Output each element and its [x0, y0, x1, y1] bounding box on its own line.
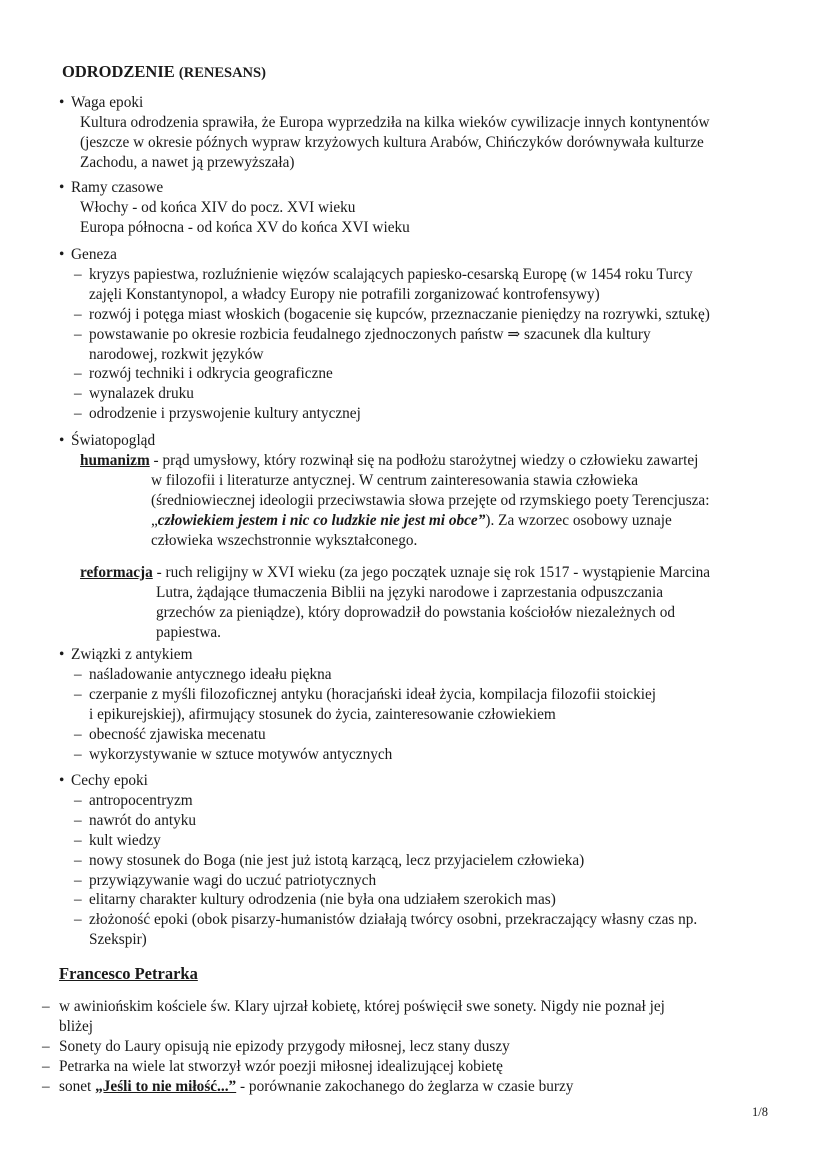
list-item: [42, 1077, 788, 1097]
list-item: [58, 745, 788, 765]
text-line: bliżej: [59, 1017, 93, 1035]
text-line: – nawrót do antyku: [89, 811, 197, 829]
section-heading: • Waga epoki: [58, 93, 788, 113]
terencjusz-quote: człowiekiem jestem i nic co ludzkie nie jest mi obce”: [157, 511, 486, 529]
text-line: Szekspir): [89, 931, 147, 949]
list-item: [58, 265, 788, 305]
text-line: [80, 511, 788, 531]
list-item: [58, 811, 788, 831]
text-line: – kryzys papiestwa, rozluźnienie więzów scalających papiesko-cesarską Europę (w 1454 roku Turcy: [89, 265, 693, 283]
list-item: [58, 325, 788, 365]
text-line: i epikurejskiej), afirmujący stosunek do życia, zainteresowanie człowiekiem: [89, 705, 556, 723]
list-item: [42, 997, 788, 1037]
text-line: [80, 451, 788, 471]
section-heading: • Cechy epoki: [58, 771, 788, 791]
text-line: w filozofii i literaturze antycznej. W centrum zainteresowania stawia człowieka: [151, 471, 639, 489]
list-item: [42, 1037, 788, 1057]
page-title: [62, 62, 266, 83]
text-line: człowieka wszechstronnie wykształconego.: [151, 531, 418, 549]
list-item: [58, 910, 788, 950]
zwiazki-list: [58, 665, 788, 765]
section-zwiazki-z-antykiem: [58, 645, 788, 764]
list-item: [58, 851, 788, 871]
text-fragment: - prąd umysłowy, który rozwinął się na podłożu starożytnej wiedzy o człowieku zawartej: [149, 451, 699, 469]
sonnet-title: „Jeśli to nie miłość...”: [95, 1077, 237, 1095]
section-heading: • Geneza: [58, 245, 788, 265]
text-line: Włochy - od końca XIV do pocz. XVI wieku: [80, 198, 356, 216]
text-line: narodowej, rozkwit języków: [89, 345, 264, 363]
text-line: (jeszcze w okresie późnych wypraw krzyżowych kultura Arabów, Chińczyków dorównywała kulturze: [80, 133, 704, 151]
text-fragment: ). Za wzorzec osobowy uznaje: [485, 511, 672, 529]
text-line: – przywiązywanie wagi do uczuć patriotycznych: [89, 871, 377, 889]
text-line: – naśladowanie antycznego ideału piękna: [89, 665, 332, 683]
text-line: – wykorzystywanie w sztuce motywów antycznych: [89, 745, 393, 763]
text-line: – wynalazek druku: [89, 385, 194, 403]
text-line: papiestwa.: [156, 624, 221, 642]
section-body: [58, 113, 788, 173]
text-line: – rozwój techniki i odkrycia geograficzne: [89, 365, 333, 383]
text-line: – nowy stosunek do Boga (nie jest już istotą karzącą, lecz przyjacielem człowieka): [89, 851, 585, 869]
reformacja-definition: [58, 563, 788, 643]
text-line: – rozwój i potęga miast włoskich (bogacenie się kupców, przeznaczanie pieniędzy na rozrywki, sztukę): [89, 305, 710, 323]
list-item: [58, 384, 788, 404]
text-line: Lutra, żądające tłumaczenia Biblii na języki narodowe i zaprzestania odpuszczania: [156, 584, 664, 602]
text-line: [80, 563, 788, 583]
list-item: [58, 364, 788, 384]
section-body: [58, 198, 788, 238]
text-line: Zachodu, a nawet ją przewyższała): [80, 153, 295, 171]
text-line: – antropocentryzm: [89, 791, 193, 809]
section-swiatopoglad: [58, 431, 788, 643]
list-item: [58, 791, 788, 811]
list-item: [58, 831, 788, 851]
section-waga-epoki: [58, 93, 788, 173]
list-item: [42, 1057, 788, 1077]
list-item: [58, 665, 788, 685]
cechy-list: [58, 791, 788, 950]
petrarka-list: [42, 997, 788, 1097]
list-item: [58, 685, 788, 725]
text-line: – odrodzenie i przyswojenie kultury antycznej: [89, 405, 361, 423]
text-line: – obecność zjawiska mecenatu: [89, 725, 266, 743]
section-cechy-epoki: [58, 771, 788, 950]
geneza-list: [58, 265, 788, 424]
quote-mark: „: [151, 511, 158, 529]
text-line: (średniowiecznej ideologii przeciwstawia słowa przejęte od rzymskiego poety Terencjusza:: [151, 491, 710, 509]
text-line: – Petrarka na wiele lat stworzył wzór poezji miłosnej idealizującej kobietę: [59, 1057, 503, 1075]
humanizm-definition: [58, 451, 788, 551]
text-line: Kultura odrodzenia sprawiła, że Europa wyprzedziła na kilka wieków cywilizacje innych kontynentów: [80, 113, 710, 131]
text-line: – Sonety do Laury opisują nie epizody przygody miłosnej, lecz stany duszy: [59, 1037, 510, 1055]
term-humanizm: humanizm: [80, 451, 150, 469]
text-line: – w awiniońskim kościele św. Klary ujrzał kobietę, której poświęcił swe sonety. Nigdy nie poznał jej: [59, 998, 665, 1015]
text-line: – czerpanie z myśli filozoficznej antyku (horacjański ideał życia, kompilacja filozofii stoickiej: [89, 685, 657, 703]
text-fragment: - ruch religijny w XVI wieku (za jego początek uznaje się rok 1517 - wystąpienie Marcina: [152, 564, 711, 582]
list-item: [58, 890, 788, 910]
page-number: 1/8: [752, 1105, 768, 1119]
text-line: zajęli Konstantynopol, a władcy Europy nie potrafili zorganizować kontrofensywy): [89, 285, 600, 303]
section-ramy-czasowe: [58, 178, 788, 238]
text-line: Europa północna - od końca XV do końca XVI wieku: [80, 218, 410, 236]
section-heading: • Ramy czasowe: [58, 178, 788, 198]
text-line: – elitarny charakter kultury odrodzenia (nie była ona udziałem szerokich mas): [89, 891, 556, 909]
text-fragment: - porównanie zakochanego do żeglarza w czasie burzy: [236, 1077, 574, 1095]
list-item: [58, 305, 788, 325]
term-reformacja: reformacja: [80, 564, 153, 582]
list-item: [58, 404, 788, 424]
text-line: – złożoność epoki (obok pisarzy-humanistów działają twórcy osobni, przekraczający własny czas np.: [89, 911, 698, 929]
section-geneza: [58, 245, 788, 424]
text-fragment: sonet: [59, 1077, 96, 1095]
title-main: ODRODZENIE: [62, 62, 175, 81]
title-sub: (RENESANS): [178, 65, 266, 81]
text-line: – powstawanie po okresie rozbicia feudalnego zjednoczonych państw ⇒ szacunek dla kultury: [89, 325, 651, 343]
section-title-petrarka: Francesco Petrarka: [59, 964, 198, 983]
list-item: [58, 871, 788, 891]
list-item: [58, 725, 788, 745]
text-line: grzechów za pieniądze), który doprowadził do powstania kościołów niezależnych od: [156, 604, 676, 622]
section-heading: • Związki z antykiem: [58, 645, 788, 665]
text-line: [59, 1077, 788, 1097]
section-heading: • Światopogląd: [58, 431, 788, 451]
text-line: – kult wiedzy: [89, 831, 161, 849]
